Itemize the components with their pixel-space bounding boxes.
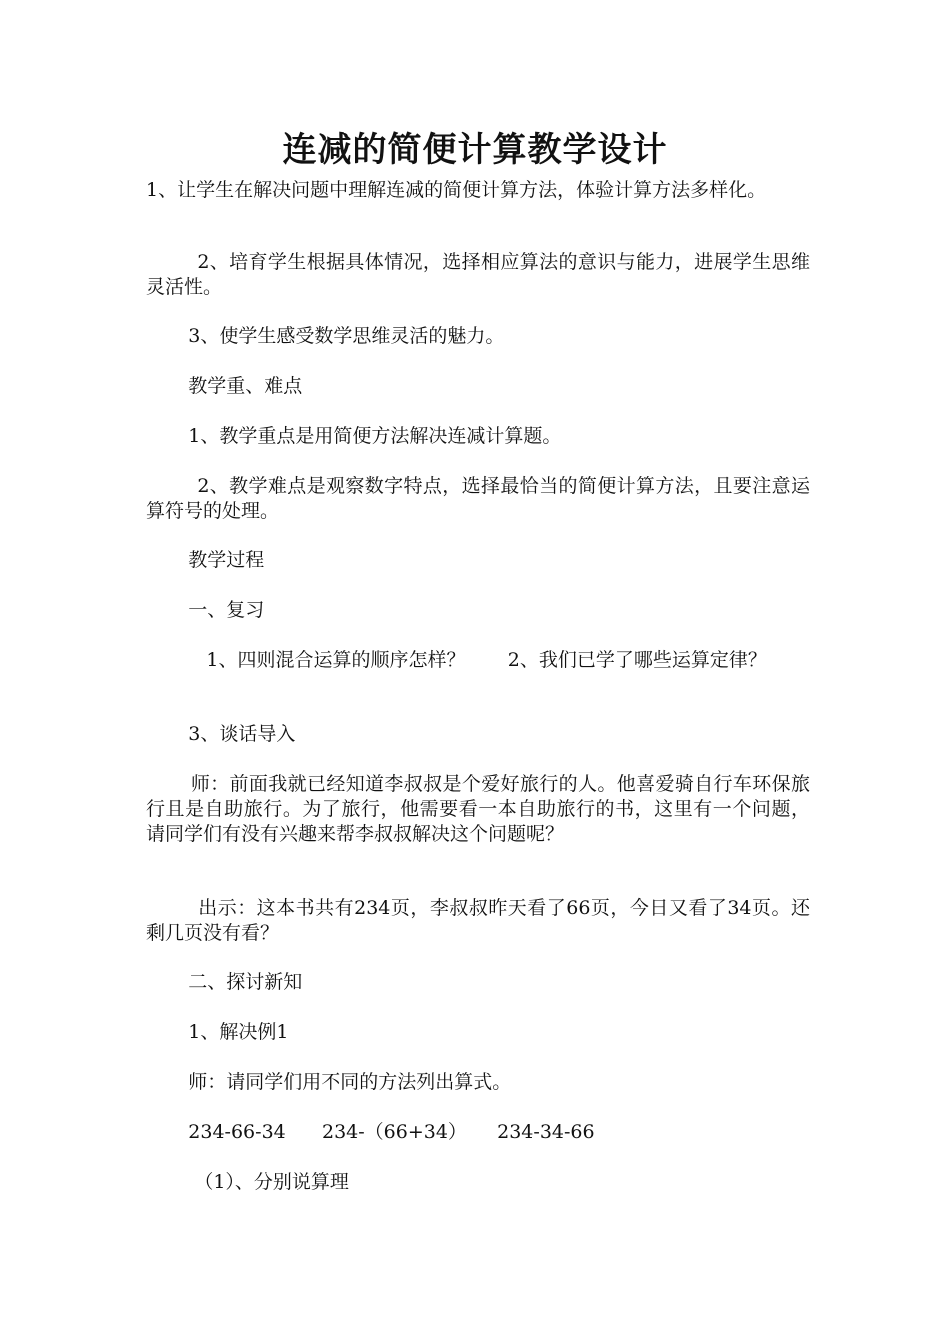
document-title: 连减的简便计算教学设计	[282, 130, 668, 170]
key-point-1: 1、教学重点是用简便方法解决连减计算题。	[146, 425, 562, 447]
objective-2: 2、培育学生根据具体情况，选择相应算法的意识与能力，进展学生思维灵活性。	[146, 251, 810, 298]
example-1-heading: 1、解决例1	[146, 1021, 289, 1043]
section-heading-key-points: 教学重、难点	[146, 375, 303, 397]
step-1-explain: （1）、分别说算理	[146, 1171, 349, 1193]
section-review: 一、复习	[146, 599, 265, 621]
problem-statement: 出示：这本书共有234页，李叔叔昨天看了66页，今日又看了34页。还剩几页没有看？	[146, 897, 810, 944]
intro-heading: 3、谈话导入	[146, 723, 296, 745]
key-point-2: 2、教学难点是观察数字特点，选择最恰当的简便计算方法，且要注意运算符号的处理。	[146, 475, 810, 522]
objective-1: 1、让学生在解决问题中理解连减的简便计算方法，体验计算方法多样化。	[146, 179, 767, 201]
review-questions: 1、四则混合运算的顺序怎样？ 2、我们已学了哪些运算定律？	[146, 649, 767, 671]
section-heading-process: 教学过程	[146, 549, 265, 571]
objective-3: 3、使学生感受数学思维灵活的魅力。	[146, 325, 505, 347]
teacher-instruction: 师：请同学们用不同的方法列出算式。	[146, 1071, 512, 1093]
section-new-knowledge: 二、探讨新知	[146, 971, 303, 993]
expressions-line: 234-66-34 234-（66+34） 234-34-66	[146, 1121, 595, 1143]
teacher-intro: 师：前面我就已经知道李叔叔是个爱好旅行的人。他喜爱骑自行车环保旅行且是自助旅行。为了旅行，他需要看一本自助旅行的书，这里有一个问题，请同学们有没有兴趣来帮李叔叔解决这个问题呢？	[146, 773, 810, 845]
